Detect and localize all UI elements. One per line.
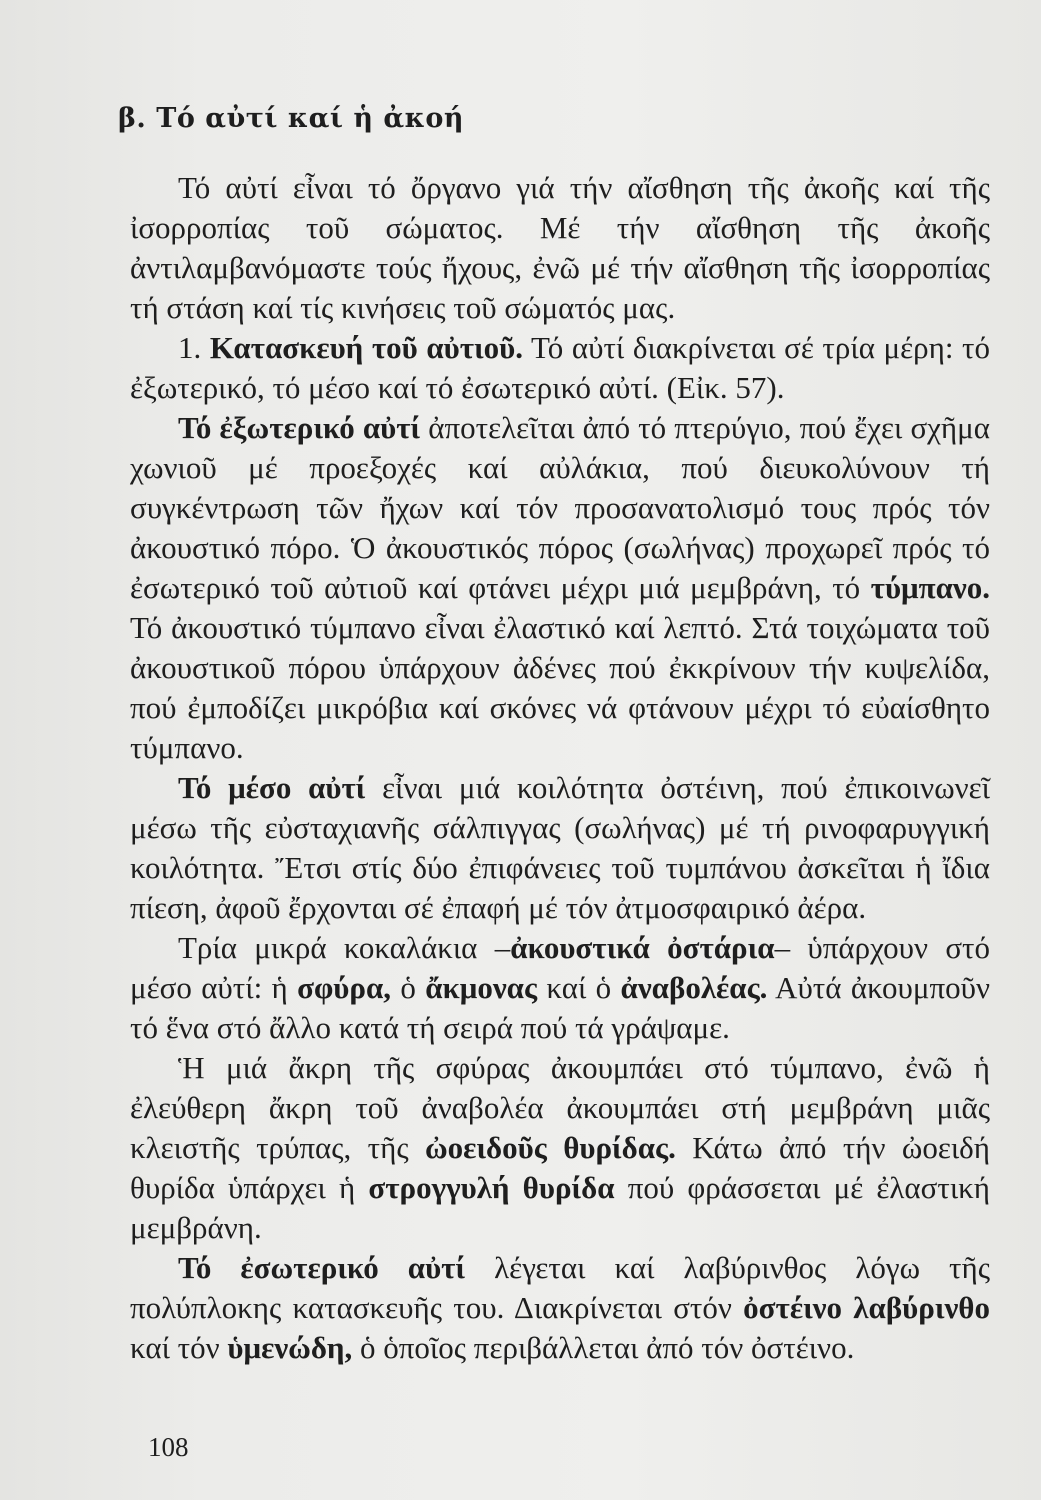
paragraph-middle-ear <box>130 768 990 928</box>
text-run: Τρία μικρά κοκαλάκια – <box>178 930 511 965</box>
bold-term: Τό ἐξωτερικό αὐτί <box>178 410 421 445</box>
text-run: Ἡ μιά ἄκρη τῆς σφύρας ἀκουμπάει στό τύμπανο, ἐνῶ ἡ ἐλεύθερη ἄκρη τοῦ ἀναβολέα ἀκουμπάει στή μεμβράνη μιᾶς κλειστῆς τρύπας, τῆς <box>130 1050 990 1165</box>
text-run: 1. <box>178 330 210 365</box>
page-number: 108 <box>148 1432 189 1462</box>
text-run: – ὑπάρχουν στό μέσο αὐτί: ἡ <box>130 930 990 1005</box>
paragraph-outer-ear <box>130 408 990 768</box>
bold-term: ὠοειδοῦς θυρίδας. <box>425 1130 676 1165</box>
bold-term: σφύρα, <box>297 970 392 1005</box>
text-run: ὁ ὁποῖος περιβάλλεται ἀπό τόν ὀστέινο. <box>352 1330 855 1365</box>
paragraph-intro <box>130 168 990 328</box>
bold-term: Τό μέσο αὐτί <box>178 770 366 805</box>
text-run: Κάτω ἀπό τήν ὠοειδή θυρίδα ὑπάρχει ἡ <box>130 1130 990 1205</box>
bold-term: Τό ἐσωτερικό αὐτί <box>178 1250 466 1285</box>
text-run: Τό αὐτί διακρίνεται σέ τρία μέρη: τό ἐξωτερικό, τό μέσο καί τό ἐσωτερικό αὐτί. (Εἰκ. 57). <box>130 330 990 405</box>
text-run: καί τόν <box>130 1330 228 1365</box>
bold-term: Κατασκευή τοῦ αὐτιοῦ. <box>209 330 523 365</box>
paragraph-inner-ear <box>130 1248 990 1368</box>
section-title: β. Τό αὐτί καί ἡ ἀκοή <box>118 103 465 134</box>
bold-term: ἄκμονας <box>425 970 538 1005</box>
bold-term: ἀναβολέας. <box>620 970 768 1005</box>
bold-term: ὀστέινο λαβύρινθο <box>743 1290 990 1325</box>
bold-term: στρογγυλή θυρίδα <box>368 1170 615 1205</box>
text-run: ὁ <box>391 970 426 1005</box>
text-run: Τό ἀκουστικό τύμπανο εἶναι ἐλαστικό καί λεπτό. Στά τοιχώματα τοῦ ἀκουστικοῦ πόρου ὑπάρχουν ἀδένες πού ἐκκρίνουν τήν κυψελίδα, πού ἐμποδίζει μικρόβια καί σκόνες νά φτάνουν μέχρι τό εὐαίσθητο τύμπανο. <box>130 610 990 765</box>
paragraph-ear-structure <box>130 328 990 408</box>
text-run: ἀποτελεῖται ἀπό τό πτερύγιο, πού ἔχει σχῆμα χωνιοῦ μέ προεξοχές καί αὐλάκια, πού διευκολύνουν τή συγκέντρωση τῶν ἤχων καί τόν προσανατολισμό τους πρός τόν ἀκουστικό πόρο. Ὁ ἀκουστικός πόρος (σωλήνας) προχωρεῖ πρός τό ἐσωτερικό τοῦ αὐτιοῦ καί φτάνει μέχρι μιά μεμβράνη, τό <box>130 410 990 605</box>
body-text <box>130 168 990 1368</box>
bold-term: τύμπανο. <box>870 570 990 605</box>
bold-term: ὑμενώδη, <box>227 1330 353 1365</box>
text-run: Τό αὐτί εἶναι τό ὄργανο γιά τήν αἴσθηση τῆς ἀκοῆς καί τῆς ἰσορροπίας τοῦ σώματος. Μέ τήν αἴσθηση τῆς ἀκοῆς ἀντιλαμβανόμαστε τούς ἤχους, ἐνῶ μέ τήν αἴσθηση τῆς ἰσορροπίας τή στάση καί τίς κινήσεις τοῦ σώματός μας. <box>130 170 990 325</box>
paragraph-ossicles <box>130 928 990 1048</box>
text-run: λέγεται καί λαβύρινθος λόγω τῆς πολύπλοκης κατασκευῆς του. Διακρίνεται στόν <box>130 1250 990 1325</box>
text-run: Αὐτά ἀκουμποῦν τό ἕνα στό ἄλλο κατά τή σειρά πού τά γράψαμε. <box>130 970 990 1045</box>
paragraph-windows <box>130 1048 990 1248</box>
text-run: εἶναι μιά κοιλότητα ὀστέινη, πού ἐπικοινωνεῖ μέσω τῆς εὐσταχιανῆς σάλπιγγας (σωλήνας) μέ τή ρινοφαρυγγική κοιλότητα. Ἔτσι στίς δύο ἐπιφάνειες τοῦ τυμπάνου ἀσκεῖται ἡ ἴδια πίεση, ἀφοῦ ἔρχονται σέ ἐπαφή μέ τόν ἀτμοσφαιρικό ἀέρα. <box>130 770 990 925</box>
bold-term: ἀκουστικά ὀστάρια <box>510 930 775 965</box>
text-run: καί ὁ <box>537 970 621 1005</box>
text-run: πού φράσσεται μέ ἐλαστική μεμβράνη. <box>130 1170 990 1245</box>
